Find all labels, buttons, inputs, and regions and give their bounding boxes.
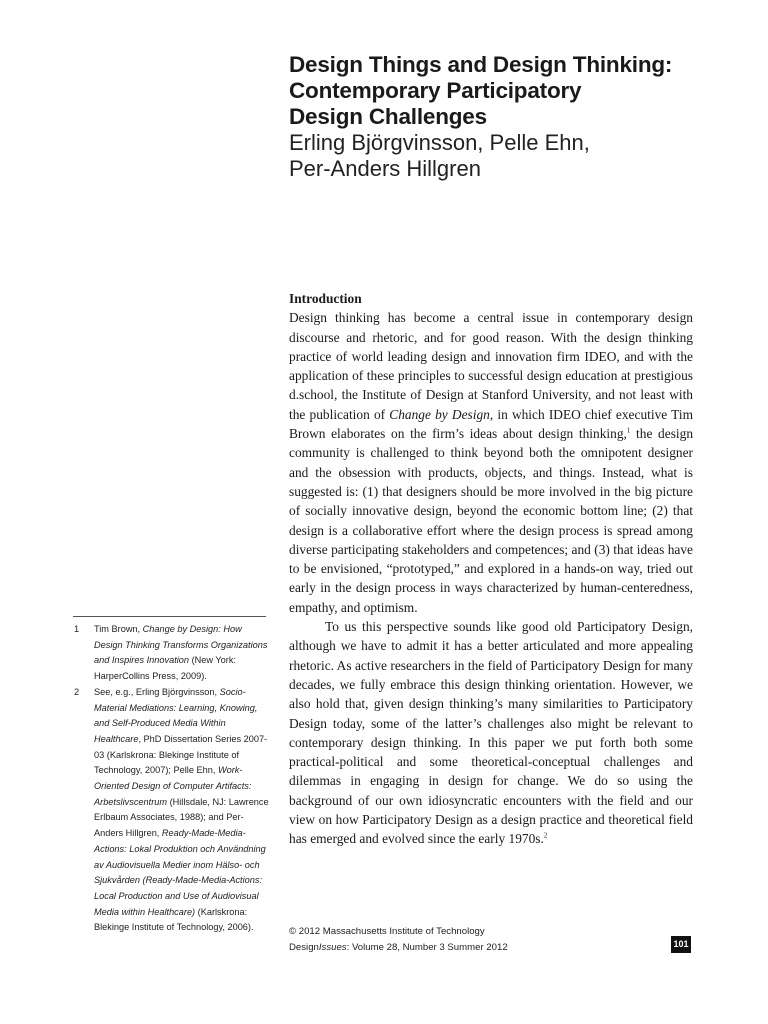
footnote-number: 1 bbox=[74, 624, 80, 634]
footnote-text bbox=[94, 622, 270, 685]
paragraph-1-text-a: Design thinking has become a central issue in contemporary design discourse and rhetoric, and for good reason. With the design thinking practice of world leading design and innovation firm IDEO, and with the application of these principles to successful design education at prestigious d.school, the Institute of Design at Stanford University, and not least with the publication of bbox=[289, 310, 693, 422]
footnote-2 bbox=[74, 685, 270, 936]
footnote-ref-1[interactable]: 1 bbox=[626, 426, 631, 435]
journal-name-a: Design bbox=[289, 941, 319, 953]
footnote-2-title-1: Socio-Material Mediations: Learning, Knowing, and Self-Produced Media Within Healthcare bbox=[94, 686, 258, 744]
footnote-2-text-c: (Hillsdale, NJ: Lawrence Erlbaum Associates, 1988); and Per-Anders Hillgren, bbox=[94, 796, 269, 839]
article-title: Design Things and Design Thinking: Contemporary Participatory Design Challenges bbox=[289, 52, 673, 129]
footnote-1-text-a: Tim Brown, bbox=[94, 624, 143, 634]
footnote-2-title-3: Ready-Made-Media-Actions: Lokal Produktion och Användning av Audiovisuella Medier inom Hälso- och Sjukvården (Ready-Made-Media-Actions: Local Production and Use of Audiovisual Media within Healthcare) bbox=[94, 828, 266, 917]
footnote-number: 2 bbox=[74, 686, 80, 697]
footnote-divider bbox=[73, 616, 266, 617]
paragraph-1 bbox=[289, 308, 693, 617]
journal-name-b: Issues bbox=[318, 941, 347, 953]
paragraph-1-text-b: , in which IDEO chief executive Tim Brown elaborates on the firm’s ideas about design thinking, bbox=[289, 406, 693, 442]
footnotes bbox=[74, 622, 270, 936]
copyright-line: © 2012 Massachusetts Institute of Technology bbox=[289, 926, 485, 937]
footnote-1-text-b: (New York: HarperCollins Press, 2009). bbox=[94, 655, 236, 682]
footnote-2-text-b: , PhD Dissertation Series 2007-03 (Karlskrona: Blekinge Institute of Technology, 2007); Pelle Ehn, bbox=[94, 733, 268, 776]
footnote-1-title: Change by Design: How Design Thinking Transforms Organizations and Inspires Innovation bbox=[94, 624, 268, 666]
journal-volume: : Volume 28, Number 3 Summer 2012 bbox=[346, 941, 508, 953]
article-authors: Erling Björgvinsson, Pelle Ehn, Per-Anders Hillgren bbox=[289, 130, 590, 181]
section-heading: Introduction bbox=[289, 291, 362, 306]
footnote-2-text-a: See, e.g., Erling Björgvinsson, bbox=[94, 686, 220, 697]
footnote-ref-2[interactable]: 2 bbox=[543, 831, 548, 840]
main-text-column bbox=[289, 289, 693, 849]
article-header bbox=[289, 52, 729, 182]
paragraph-2-text: To us this perspective sounds like good old Participatory Design, although we have to admit it has a better articulated and more appealing rhetoric. As active researchers in the field of Participatory Design for many decades, we fully embrace this design thinking orientation. However, we also hold that, given design thinking’s many similarities to Participatory Design today, some of the latter’s challenges also might be relevant to contemporary design thinking. In this paper we put forth both some practical-political and some theoretical-conceptual challenges and dilemmas in engaging in design for change. We do so using the background of our own idiosyncratic encounters with the field and our view on how Participatory Design as a design practice and theoretical field has emerged and evolved since the early 1970s. bbox=[289, 619, 693, 847]
paragraph-2 bbox=[289, 617, 693, 849]
footnote-2-title-2: Work-Oriented Design of Computer Artifacts: Arbetslivscentrum bbox=[94, 765, 252, 807]
paragraph-1-text-c: the design community is challenged to think beyond both the omnipotent designer and the obsession with products, objects, and things. Instead, what is suggested is: (1) that designers should be more involved in the big picture of socially innovative design, beyond the economic bottom line; (2) that design is a collaborative effort where the design process is spread among diverse participating stakeholders and competences; and (3) that ideas have to be envisioned, “prototyped,” and explored in a hands-on way, tried out early in the design process in ways characterized by human-centeredness, empathy, and optimism. bbox=[289, 426, 694, 615]
book-title-change-by-design: Change by Design bbox=[389, 406, 490, 422]
page-number: 101 bbox=[671, 936, 691, 953]
footnote-text bbox=[94, 685, 270, 936]
journal-footer bbox=[289, 924, 508, 955]
journal-citation bbox=[289, 940, 508, 956]
footnote-2-text-d: (Karlskrona: Blekinge Institute of Technology, 2006). bbox=[94, 906, 254, 933]
footnote-1 bbox=[74, 622, 270, 685]
